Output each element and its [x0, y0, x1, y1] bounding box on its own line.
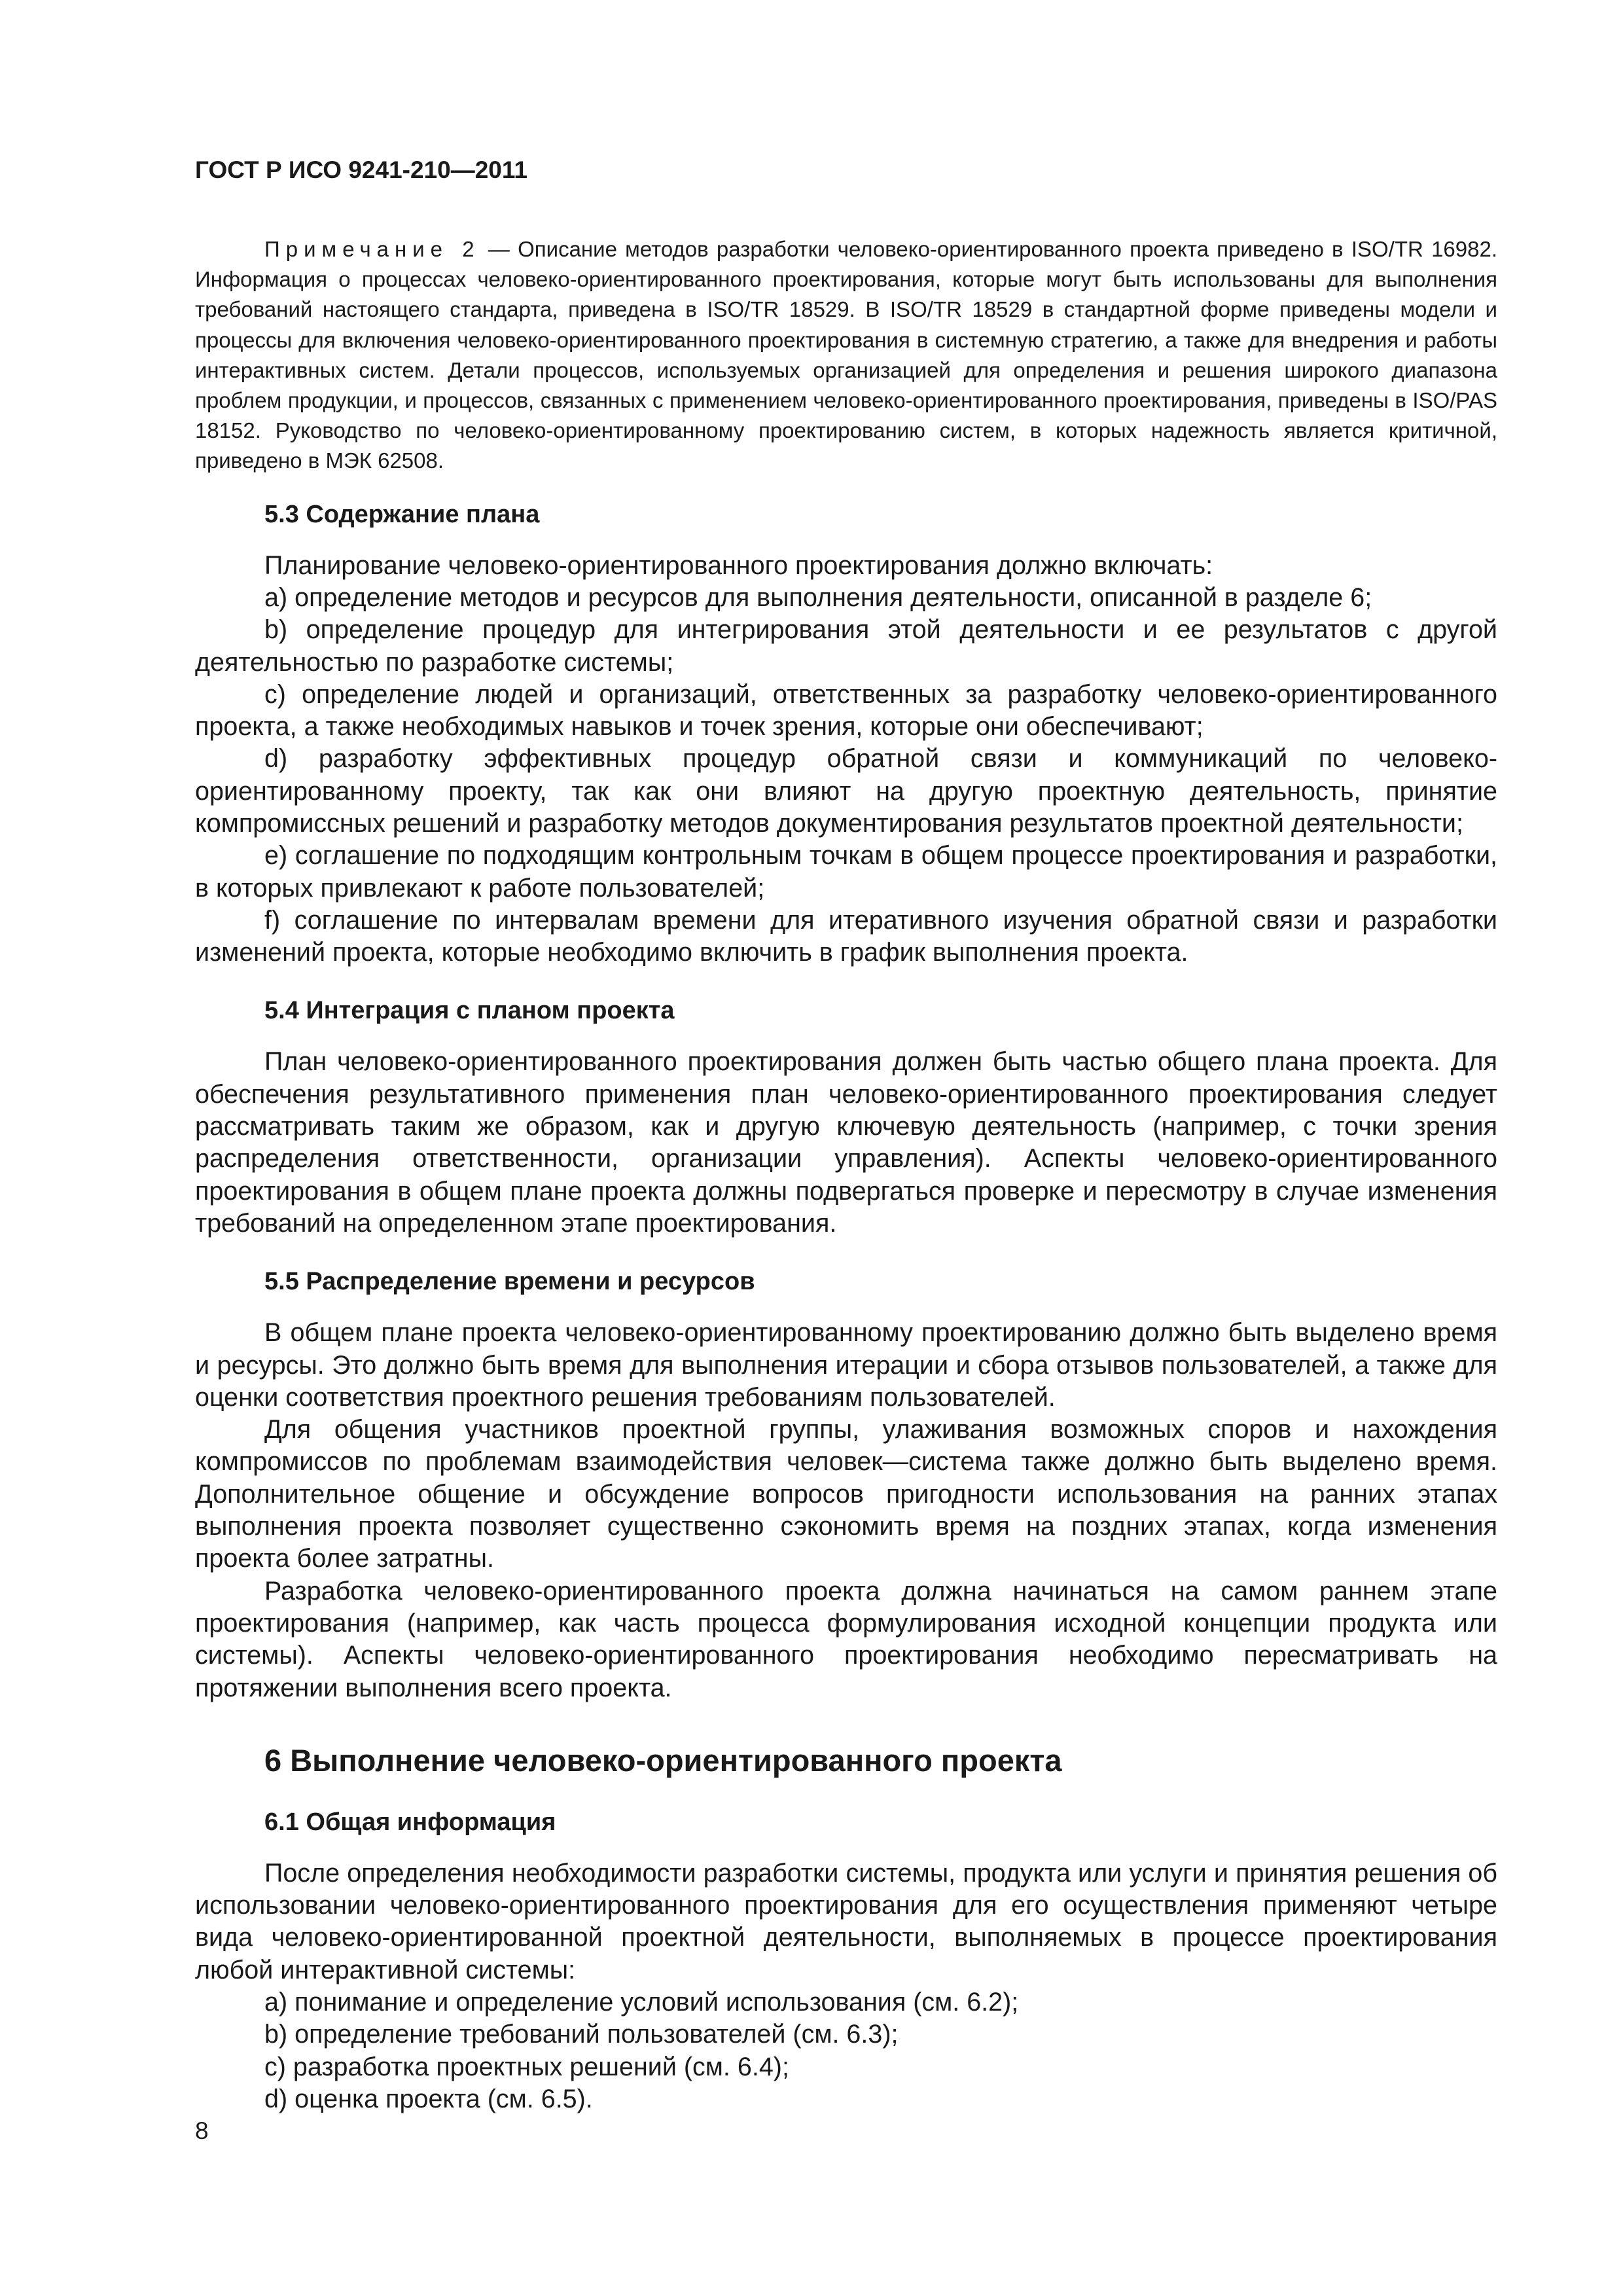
section-5-5-heading: 5.5 Распределение времени и ресурсов	[264, 1268, 755, 1296]
section-5-4-heading: 5.4 Интеграция с планом проекта	[264, 997, 675, 1025]
section-6-1-heading: 6.1 Общая информация	[264, 1808, 556, 1836]
document-id: ГОСТ Р ИСО 9241-210—2011	[195, 156, 527, 183]
section-5-5-paragraph: Для общения участников проектной группы, улаживания возможных споров и нахождения компромиссов по проблемам взаимодействия человек—система также должно быть выделено время. Дополнительное общение и обсуждение вопросов пригодности использования на ранних этапах выполнения проекта позволяет существенно сэкономить время на поздних этапах, когда изменения проекта более затратны.	[195, 1415, 1497, 1573]
section-6-1-intro: После определения необходимости разработки системы, продукта или услуги и принятия решения об использовании человеко-ориентированного проектирования для его осуществления применяют четыре вида человеко-ориентированной проектной деятельности, выполняемых в процессе проектирования любой интерактивной системы:	[195, 1858, 1497, 1984]
list-item-a: a) определение методов и ресурсов для выполнения деятельности, описанной в разделе 6;	[264, 583, 1372, 612]
section-5-3-heading: 5.3 Содержание плана	[264, 500, 540, 528]
list-item-d: d) разработку эффективных процедур обратной связи и коммуникаций по человеко-ориентированному проекту, так как они влияют на другую проектную деятельность, принятие компромиссных решений и разработку методов документирования результатов проектной деятельности;	[195, 744, 1497, 838]
list-item-c: c) определение людей и организаций, ответственных за разработку человеко-ориентированного проекта, а также необходимых навыков и точек зрения, которые они обеспечивают;	[195, 679, 1497, 742]
section-5-5-paragraph: Разработка человеко-ориентированного проекта должна начинаться на самом раннем этапе проектирования (например, как часть процесса формулирования исходной концепции продукта или системы). Аспекты человеко-ориентированного проектирования необходимо пересматривать на протяжении выполнения всего проекта.	[195, 1576, 1497, 1702]
list-item-f: f) соглашение по интервалам времени для итеративного изучения обратной связи и разработки изменений проекта, которые необходимо включить в график выполнения проекта.	[195, 905, 1497, 967]
list-item-b: b) определение процедур для интегрирования этой деятельности и ее результатов с другой деятельностью по разработке системы;	[195, 615, 1497, 677]
list-item-e: e) соглашение по подходящим контрольным точкам в общем процессе проектирования и разработки, в которых привлекают к работе пользователей;	[195, 841, 1497, 903]
note-label: Примечание 2	[264, 237, 480, 261]
list-item-b: b) определение требований пользователей (см. 6.3);	[264, 2020, 899, 2049]
chapter-6-heading: 6 Выполнение человеко-ориентированного проекта	[264, 1742, 1062, 1778]
document-page	[195, 154, 1497, 2115]
page-number: 8	[195, 2117, 209, 2144]
list-item-a: a) понимание и определение условий использования (см. 6.2);	[264, 1988, 1019, 2017]
note-2	[195, 234, 1497, 476]
section-5-4-paragraph: План человеко-ориентированного проектирования должен быть частью общего плана проекта. Для обеспечения результативного применения план человеко-ориентированного проектирования следует рассматривать таким же образом, как и другую ключевую деятельность (например, с точки зрения распределения ответственности, организации управления). Аспекты человеко-ориентированного проектирования в общем плане проекта должны подвергаться проверке и пересмотру в случае изменения требований на определенном этапе проектирования.	[195, 1047, 1497, 1238]
note-text: — Описание методов разработки человеко-ориентированного проекта приведено в ISO/TR 16982. Информация о процессах человеко-ориентированного проектирования, которые могут быть использованы для выполнения требований настоящего стандарта, приведена в ISO/TR 18529. В ISO/TR 18529 в стандартной форме приведены модели и процессы для включения человеко-ориентированного проектирования в системную стратегию, а также для внедрения и работы интерактивных систем. Детали процессов, используемых организацией для определения и решения широкого диапазона проблем продукции, и процессов, связанных с применением человеко-ориентированного проектирования, приведены в ISO/PAS 18152. Руководство по человеко-ориентированному проектированию систем, в которых надежность является критичной, приведено в МЭК 62508.	[195, 237, 1498, 473]
section-5-5-paragraph: В общем плане проекта человеко-ориентированному проектированию должно быть выделено время и ресурсы. Это должно быть время для выполнения итерации и сбора отзывов пользователей, а также для оценки соответствия проектного решения требованиям пользователей.	[195, 1318, 1497, 1412]
section-5-3-intro: Планирование человеко-ориентированного проектирования должно включать:	[264, 550, 1213, 580]
list-item-c: c) разработка проектных решений (см. 6.4);	[264, 2052, 789, 2081]
list-item-d: d) оценка проекта (см. 6.5).	[264, 2084, 593, 2113]
